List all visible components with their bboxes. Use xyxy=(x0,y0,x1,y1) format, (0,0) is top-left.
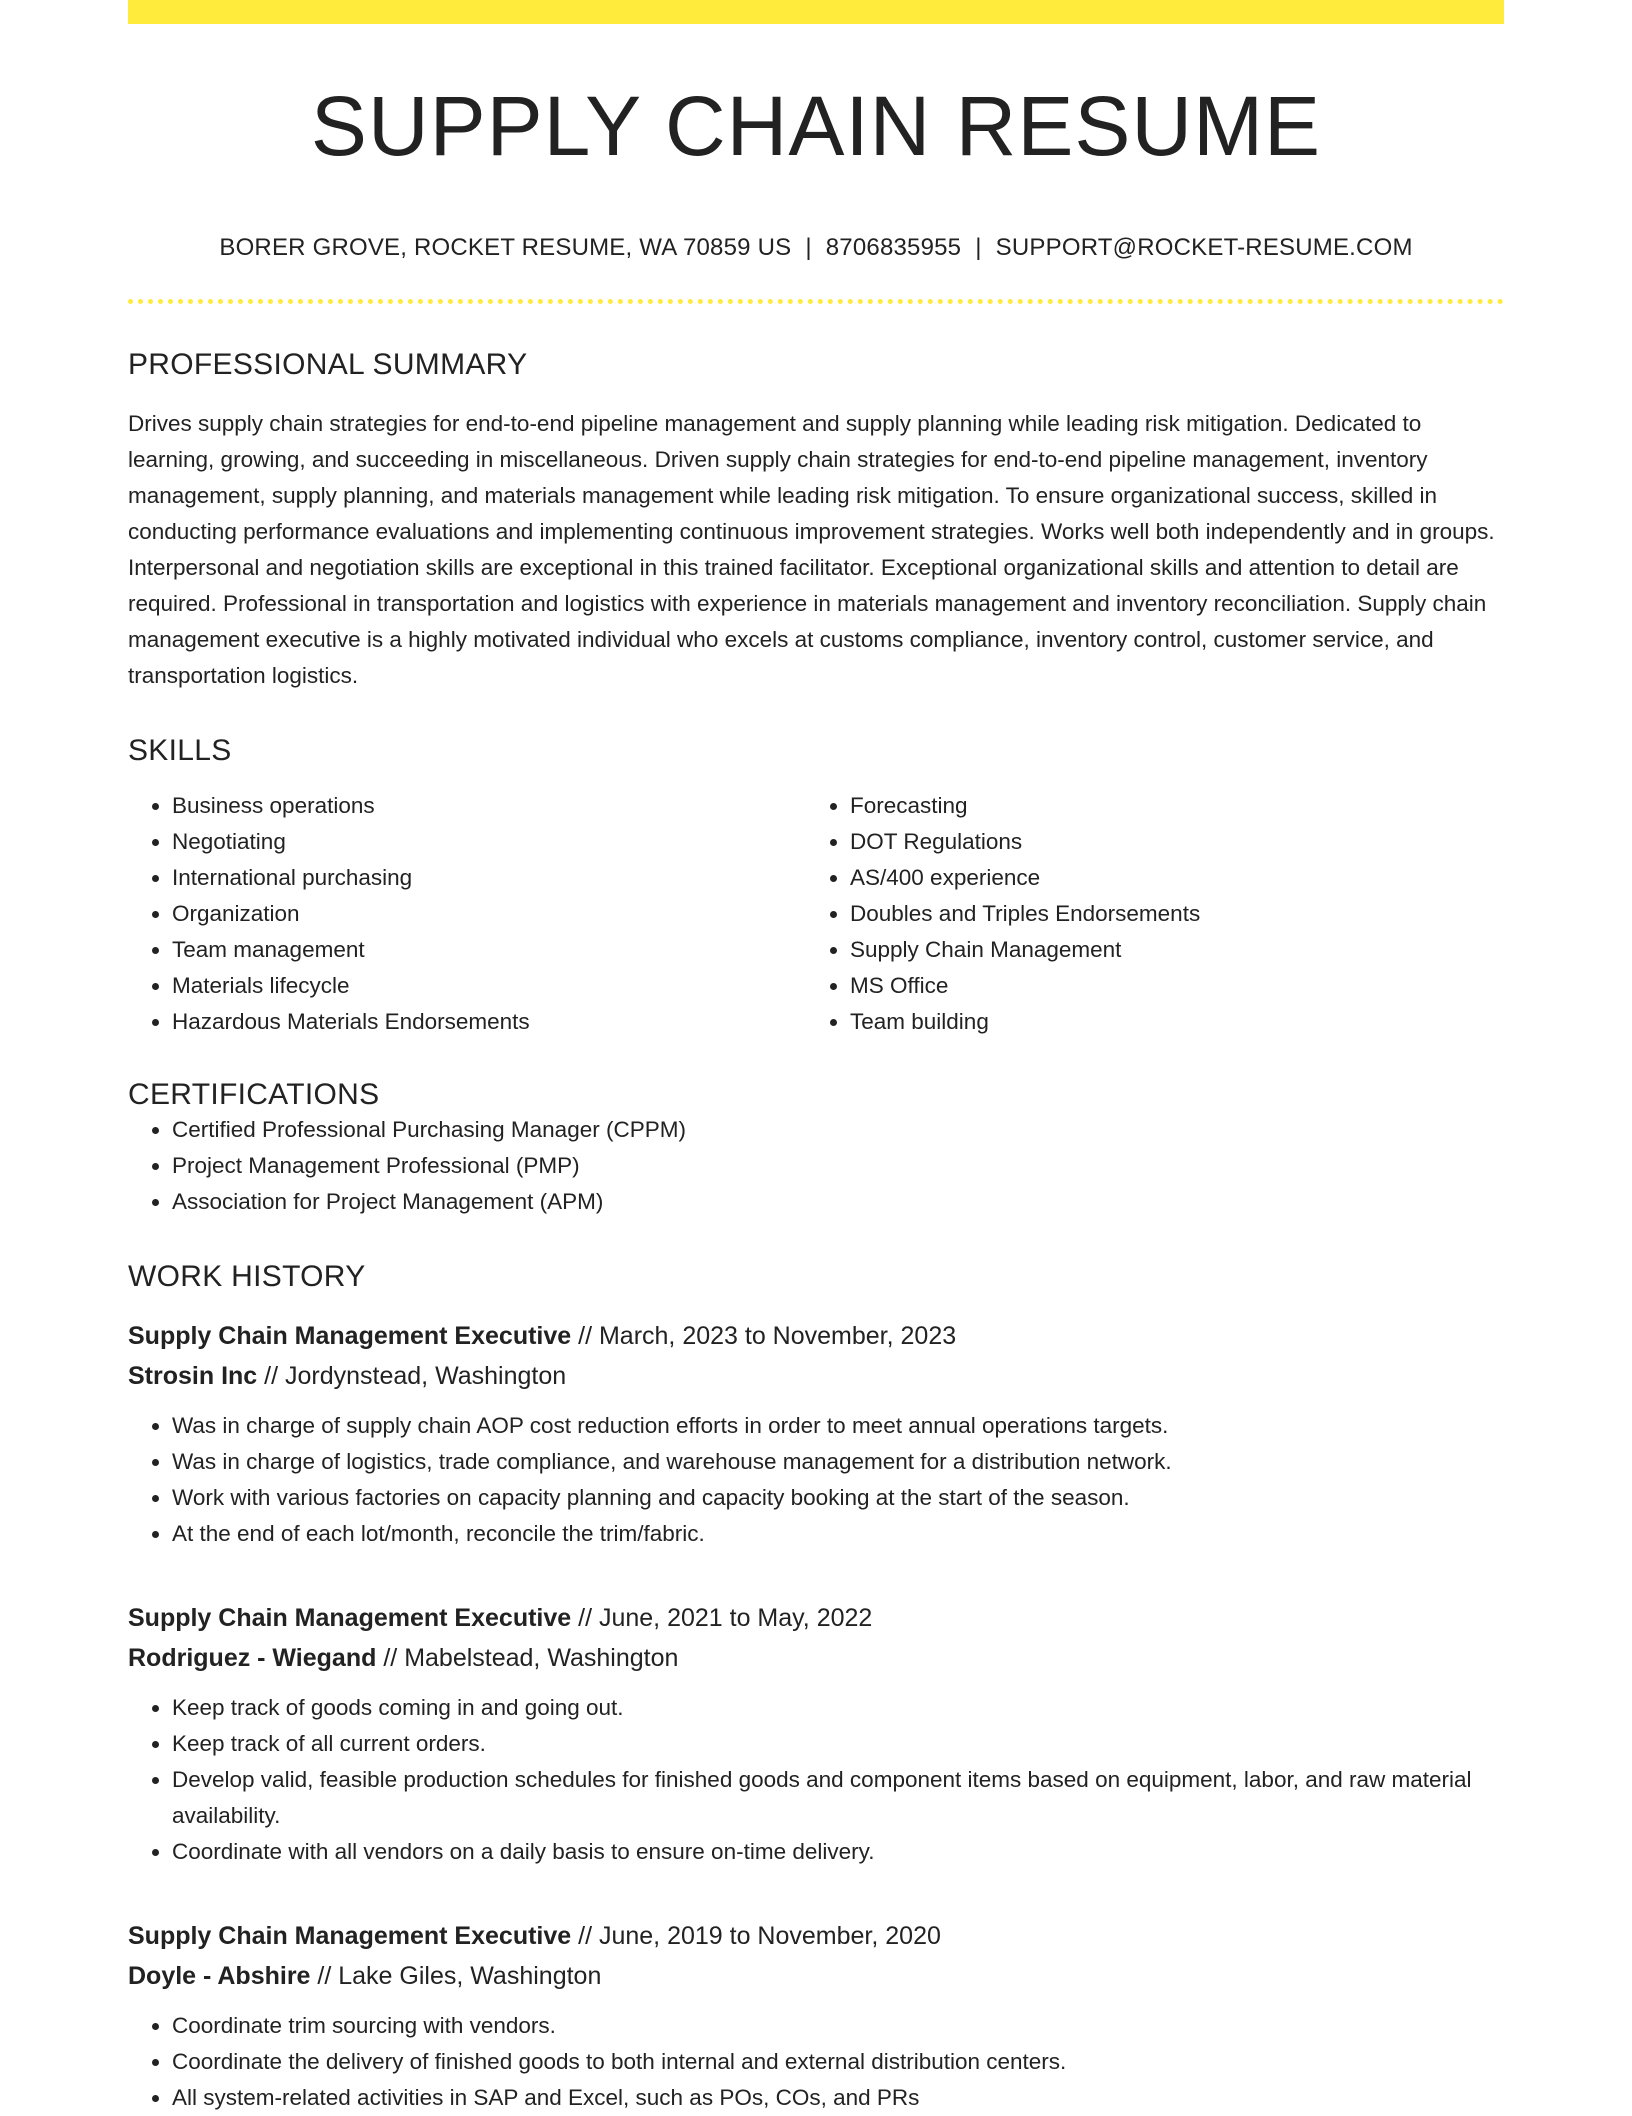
contact-line xyxy=(128,234,1504,263)
job-dates: March, 2023 to November, 2023 xyxy=(598,1322,957,1351)
skill-item: • AS/400 experience xyxy=(850,860,1484,896)
job-entry xyxy=(128,1316,1504,1552)
job-company: Rodriguez - Wiegand xyxy=(128,1644,377,1673)
skill-item: • International purchasing xyxy=(172,860,806,896)
job-entry xyxy=(128,1916,1504,2116)
skill-item: • Organization xyxy=(172,896,806,932)
work-history-heading: WORK HISTORY xyxy=(128,1260,366,1294)
summary-heading: PROFESSIONAL SUMMARY xyxy=(128,348,528,382)
job-duties-list xyxy=(128,2008,1504,2116)
job-title-line xyxy=(128,1598,1504,1638)
job-title: Supply Chain Management Executive xyxy=(128,1922,572,1951)
skill-item: • Supply Chain Management xyxy=(850,932,1484,968)
skill-item: • MS Office xyxy=(850,968,1484,1004)
job-duty: • Was in charge of supply chain AOP cost reduction efforts in order to meet annual operations targets. xyxy=(172,1408,1504,1444)
skill-item: • Negotiating xyxy=(172,824,806,860)
job-dates: June, 2021 to May, 2022 xyxy=(598,1604,873,1633)
certifications-heading: CERTIFICATIONS xyxy=(128,1078,380,1112)
job-duties-list xyxy=(128,1690,1504,1870)
job-dates: June, 2019 to November, 2020 xyxy=(598,1922,941,1951)
certification-item: • Association for Project Management (APM) xyxy=(172,1184,1504,1220)
contact-separator: | xyxy=(805,234,812,262)
resume-page xyxy=(128,0,1504,2116)
job-title: Supply Chain Management Executive xyxy=(128,1322,572,1351)
job-duty: • All system-related activities in SAP and Excel, such as POs, COs, and PRs xyxy=(172,2080,1504,2116)
job-separator: // xyxy=(376,1644,405,1673)
job-separator: // xyxy=(257,1362,285,1391)
skill-item: • DOT Regulations xyxy=(850,824,1484,860)
job-company-line xyxy=(128,1356,1504,1396)
skill-item: • Business operations xyxy=(172,788,806,824)
contact-email: SUPPORT@ROCKET-RESUME.COM xyxy=(995,234,1413,262)
job-title-line xyxy=(128,1316,1504,1356)
skill-item: • Materials lifecycle xyxy=(172,968,806,1004)
resume-title: SUPPLY CHAIN RESUME xyxy=(310,79,1322,173)
certifications-list xyxy=(128,1112,1504,1220)
job-location: Mabelstead, Washington xyxy=(404,1644,679,1673)
job-location: Jordynstead, Washington xyxy=(284,1362,567,1391)
job-duty: • At the end of each lot/month, reconcile the trim/fabric. xyxy=(172,1516,1504,1552)
skill-item: • Team building xyxy=(850,1004,1484,1040)
skill-item: • Team management xyxy=(172,932,806,968)
job-separator: // xyxy=(571,1322,599,1351)
job-company-line xyxy=(128,1956,1504,1996)
job-duty: • Develop valid, feasible production schedules for finished goods and component items based on equipment, labor, and raw material availability. xyxy=(172,1762,1504,1834)
certification-item: • Project Management Professional (PMP) xyxy=(172,1148,1504,1184)
job-company-line xyxy=(128,1638,1504,1678)
skills-column-left xyxy=(128,788,806,1040)
job-title-line xyxy=(128,1916,1504,1956)
contact-address: BORER GROVE, ROCKET RESUME, WA 70859 US xyxy=(219,234,792,262)
contact-separator: | xyxy=(975,234,982,262)
job-duty: • Coordinate trim sourcing with vendors. xyxy=(172,2008,1504,2044)
job-duty: • Work with various factories on capacity planning and capacity booking at the start of the season. xyxy=(172,1480,1504,1516)
job-duty: • Coordinate with all vendors on a daily basis to ensure on-time delivery. xyxy=(172,1834,1504,1870)
job-duty: • Keep track of all current orders. xyxy=(172,1726,1504,1762)
top-accent-bar xyxy=(128,0,1504,24)
job-company: Doyle - Abshire xyxy=(128,1962,311,1991)
job-duty: • Was in charge of logistics, trade compliance, and warehouse management for a distribution network. xyxy=(172,1444,1504,1480)
skills-column-right xyxy=(806,788,1484,1040)
dotted-divider xyxy=(128,299,1504,304)
job-duty: • Keep track of goods coming in and going out. xyxy=(172,1690,1504,1726)
job-separator: // xyxy=(571,1922,599,1951)
skills-list xyxy=(128,788,1504,1040)
job-location: Lake Giles, Washington xyxy=(338,1962,602,1991)
skill-item: • Doubles and Triples Endorsements xyxy=(850,896,1484,932)
job-duty: • Coordinate the delivery of finished goods to both internal and external distribution centers. xyxy=(172,2044,1504,2080)
job-separator: // xyxy=(571,1604,599,1633)
skills-heading: SKILLS xyxy=(128,734,232,768)
contact-phone: 8706835955 xyxy=(825,234,962,262)
summary-text: Drives supply chain strategies for end-to-end pipeline management and supply planning while leading risk mitigation. Dedicated to learning, growing, and succeeding in miscellaneous. Driven supply chain strategies for end-to-end pipeline management, inventory management, supply planning, and materials management while leading risk mitigation. To ensure organizational success, skilled in conducting performance evaluations and implementing continuous improvement strategies. Works well both independently and in groups. Interpersonal and negotiation skills are exceptional in this trained facilitator. Exceptional organizational skills and attention to detail are required. Professional in transportation and logistics with experience in materials management and inventory reconciliation. Supply chain management executive is a highly motivated individual who excels at customs compliance, inventory control, customer service, and transportation logistics. xyxy=(128,411,1495,689)
skill-item: • Forecasting xyxy=(850,788,1484,824)
job-separator: // xyxy=(310,1962,339,1991)
job-title: Supply Chain Management Executive xyxy=(128,1604,572,1633)
job-duties-list xyxy=(128,1408,1504,1552)
job-entry xyxy=(128,1598,1504,1870)
certification-item: • Certified Professional Purchasing Manager (CPPM) xyxy=(172,1112,1504,1148)
job-company: Strosin Inc xyxy=(128,1362,258,1391)
skill-item: • Hazardous Materials Endorsements xyxy=(172,1004,806,1040)
